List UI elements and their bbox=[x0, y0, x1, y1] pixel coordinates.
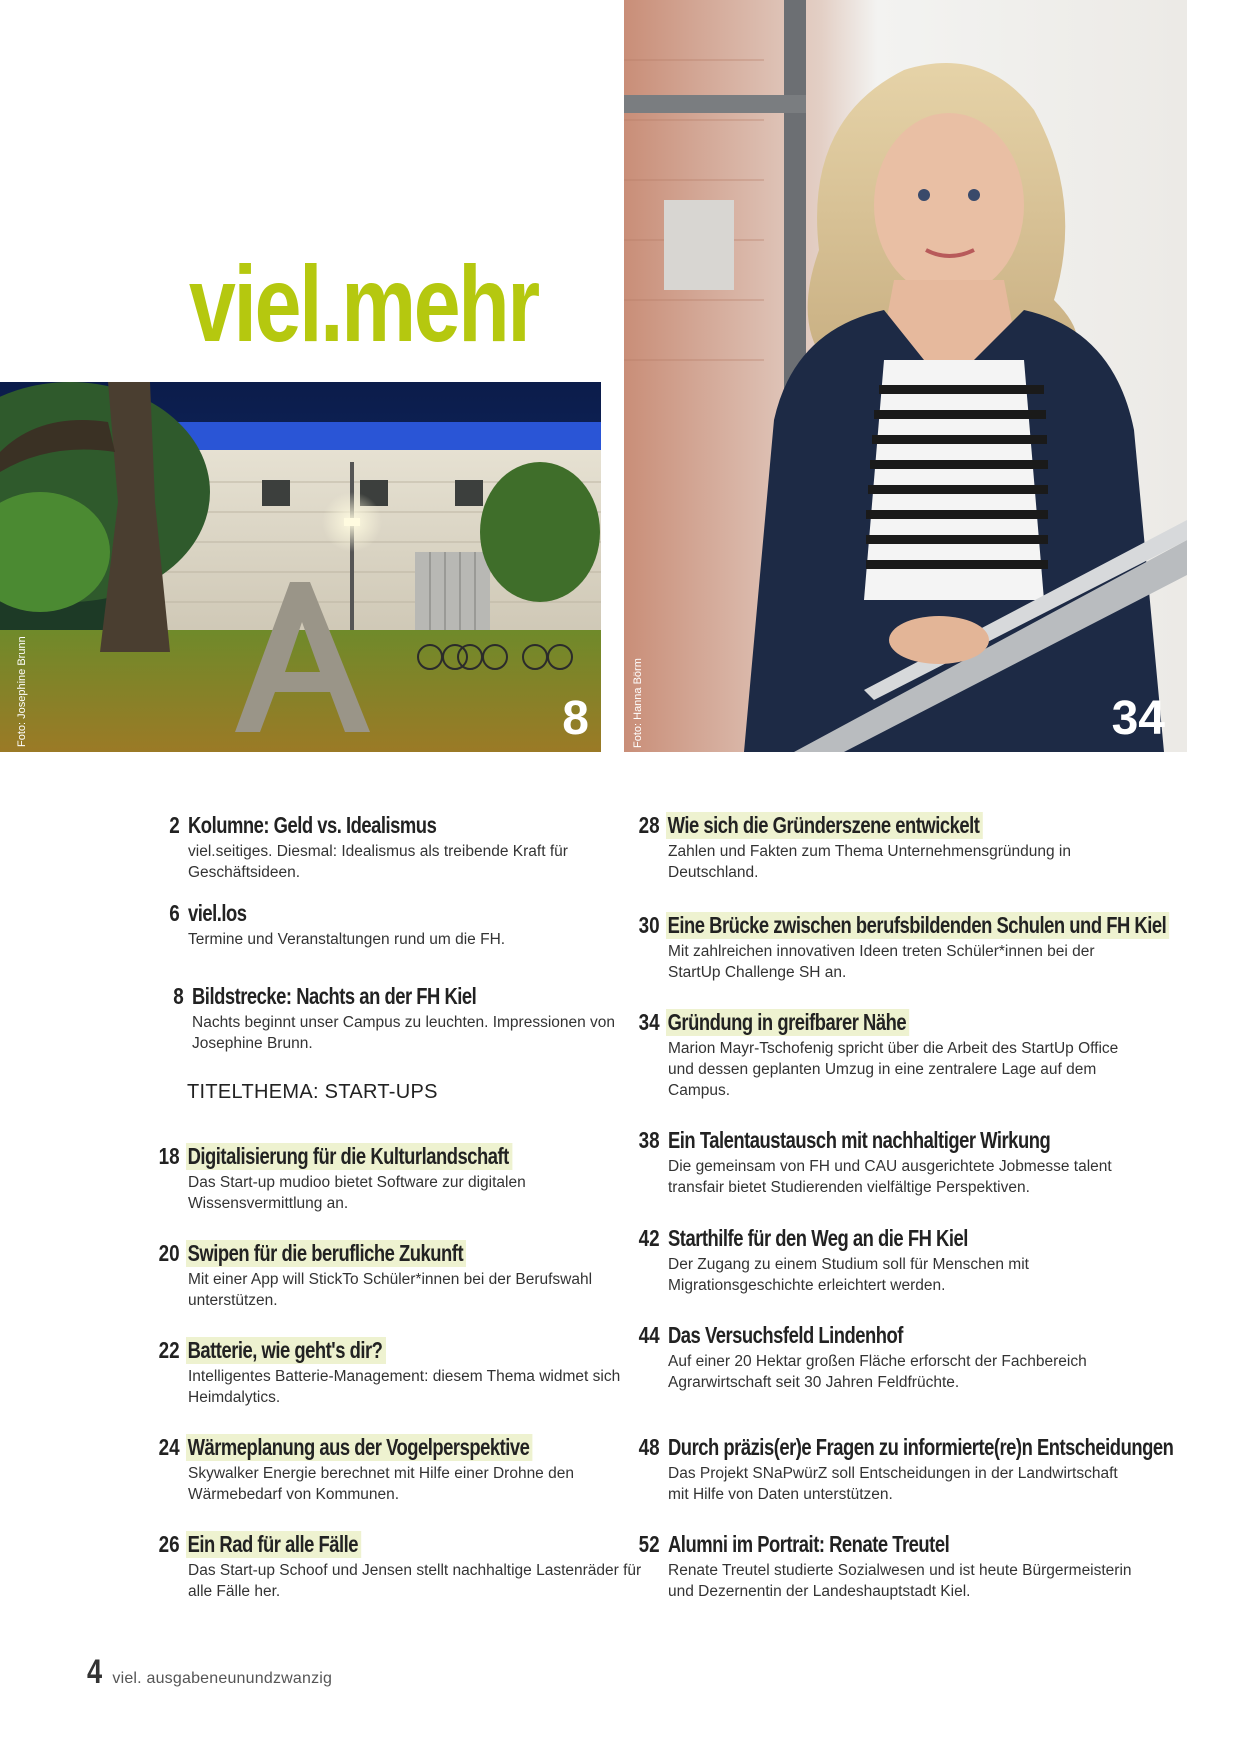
toc-title: Gründung in greifbarer Nähe bbox=[666, 1009, 909, 1036]
page-title: viel.mehr bbox=[189, 243, 538, 364]
toc-title: Eine Brücke zwischen berufsbildenden Schulen und FH Kiel bbox=[666, 912, 1169, 939]
toc-page-number: 52 bbox=[639, 1531, 660, 1557]
toc-title: Alumni im Portrait: Renate Treutel bbox=[668, 1531, 950, 1557]
toc-page-number: 48 bbox=[639, 1434, 660, 1460]
toc-description: Auf einer 20 Hektar großen Fläche erforscht der Fachbereich Agrarwirtschaft seit 30 Jahren Feldfrüchte. bbox=[668, 1353, 1087, 1391]
toc-title: Wärmeplanung aus der Vogelperspektive bbox=[186, 1434, 533, 1461]
toc-page-number: 28 bbox=[639, 812, 660, 838]
toc-description: Termine und Veranstaltungen rund um die FH. bbox=[188, 931, 506, 948]
toc-title: Wie sich die Gründerszene entwickelt bbox=[666, 812, 983, 839]
toc-page-number: 34 bbox=[639, 1009, 660, 1035]
toc-page-number: 22 bbox=[159, 1337, 180, 1363]
toc-description: Mit zahlreichen innovativen Ideen treten Schüler*innen bei der StartUp Challenge SH an. bbox=[668, 943, 1095, 981]
toc-page-number: 2 bbox=[169, 812, 180, 838]
toc-title: Ein Talentaustausch mit nachhaltiger Wirkung bbox=[668, 1127, 1051, 1153]
toc-page-number: 20 bbox=[159, 1240, 180, 1266]
toc-description: Skywalker Energie berechnet mit Hilfe einer Drohne den Wärmebedarf von Kommunen. bbox=[188, 1465, 574, 1503]
toc-page-number: 44 bbox=[639, 1322, 660, 1348]
toc-title: Swipen für die berufliche Zukunft bbox=[186, 1240, 466, 1267]
toc-title: Ein Rad für alle Fälle bbox=[186, 1531, 361, 1558]
toc-page-number: 8 bbox=[173, 983, 184, 1009]
toc-description: viel.seitiges. Diesmal: Idealismus als treibende Kraft für Geschäftsideen. bbox=[188, 843, 568, 881]
toc-title: Batterie, wie geht's dir? bbox=[186, 1337, 386, 1364]
toc-page-number: 26 bbox=[159, 1531, 180, 1557]
toc-description: Das Start-up Schoof und Jensen stellt nachhaltige Lastenräder für alle Fälle her. bbox=[188, 1562, 642, 1600]
footer-page-number: 4 bbox=[87, 1653, 103, 1691]
toc-description: Das Start-up mudioo bietet Software zur digitalen Wissensvermittlung an. bbox=[188, 1174, 526, 1212]
toc-page-number: 24 bbox=[159, 1434, 180, 1460]
photo-portrait bbox=[624, 0, 1187, 752]
toc-page-number: 30 bbox=[639, 912, 660, 938]
toc-title: Durch präzis(er)e Fragen zu informierte(re)n Entscheidungen bbox=[668, 1434, 1174, 1460]
toc-page-number: 38 bbox=[639, 1127, 660, 1153]
toc-description: Nachts beginnt unser Campus zu leuchten. Impressionen von Josephine Brunn. bbox=[192, 1014, 616, 1052]
toc-description: Mit einer App will StickTo Schüler*innen bei der Berufswahl unterstützen. bbox=[188, 1271, 593, 1309]
toc-description: Das Projekt SNaPwürZ soll Entscheidungen in der Landwirtschaft mit Hilfe von Daten unterstützen. bbox=[668, 1465, 1118, 1503]
toc-description: Zahlen und Fakten zum Thema Unternehmensgründung in Deutschland. bbox=[668, 843, 1071, 881]
toc-description: Renate Treutel studierte Sozialwesen und ist heute Bürgermeisterin und Dezernentin der Landeshauptstadt Kiel. bbox=[668, 1562, 1132, 1600]
portrait-illustration bbox=[624, 0, 1187, 752]
toc-title: Starthilfe für den Weg an die FH Kiel bbox=[668, 1225, 968, 1251]
toc-title: viel.los bbox=[188, 900, 247, 926]
photo-page-number-right: 34 bbox=[1111, 692, 1165, 745]
toc-page-number: 42 bbox=[639, 1225, 660, 1251]
toc-title: Digitalisierung für die Kulturlandschaft bbox=[186, 1143, 512, 1170]
photo-credit-right: Foto: Hanna Börm bbox=[632, 658, 644, 748]
page-footer bbox=[87, 1653, 332, 1692]
toc-page-number: 18 bbox=[159, 1143, 180, 1169]
photo-credit-left: Foto: Josephine Brunn bbox=[16, 636, 28, 747]
toc-description: Marion Mayr-Tschofenig spricht über die Arbeit des StartUp Office und dessen geplanten Umzug in eine zentralere Lage auf dem Campus. bbox=[668, 1040, 1119, 1099]
toc-title: Bildstrecke: Nachts an der FH Kiel bbox=[192, 983, 477, 1009]
toc-page-number: 6 bbox=[169, 900, 180, 926]
toc-description: Der Zugang zu einem Studium soll für Menschen mit Migrationsgeschichte erleichtert werden. bbox=[668, 1256, 1029, 1294]
campus-night-illustration bbox=[0, 382, 601, 752]
photo-campus-night bbox=[0, 382, 601, 752]
toc-title: Kolumne: Geld vs. Idealismus bbox=[188, 812, 437, 838]
section-label: TITELTHEMA: START-UPS bbox=[187, 1081, 438, 1103]
toc-description: Die gemeinsam von FH und CAU ausgerichtete Jobmesse talent transfair bietet Studierenden vielfältige Perspektiven. bbox=[668, 1158, 1112, 1196]
photo-page-number-left: 8 bbox=[562, 692, 589, 745]
toc-description: Intelligentes Batterie-Management: diesem Thema widmet sich Heimdalytics. bbox=[188, 1368, 621, 1406]
toc-title: Das Versuchsfeld Lindenhof bbox=[668, 1322, 903, 1348]
footer-publication: viel. ausgabeneunundzwanzig bbox=[112, 1670, 333, 1687]
